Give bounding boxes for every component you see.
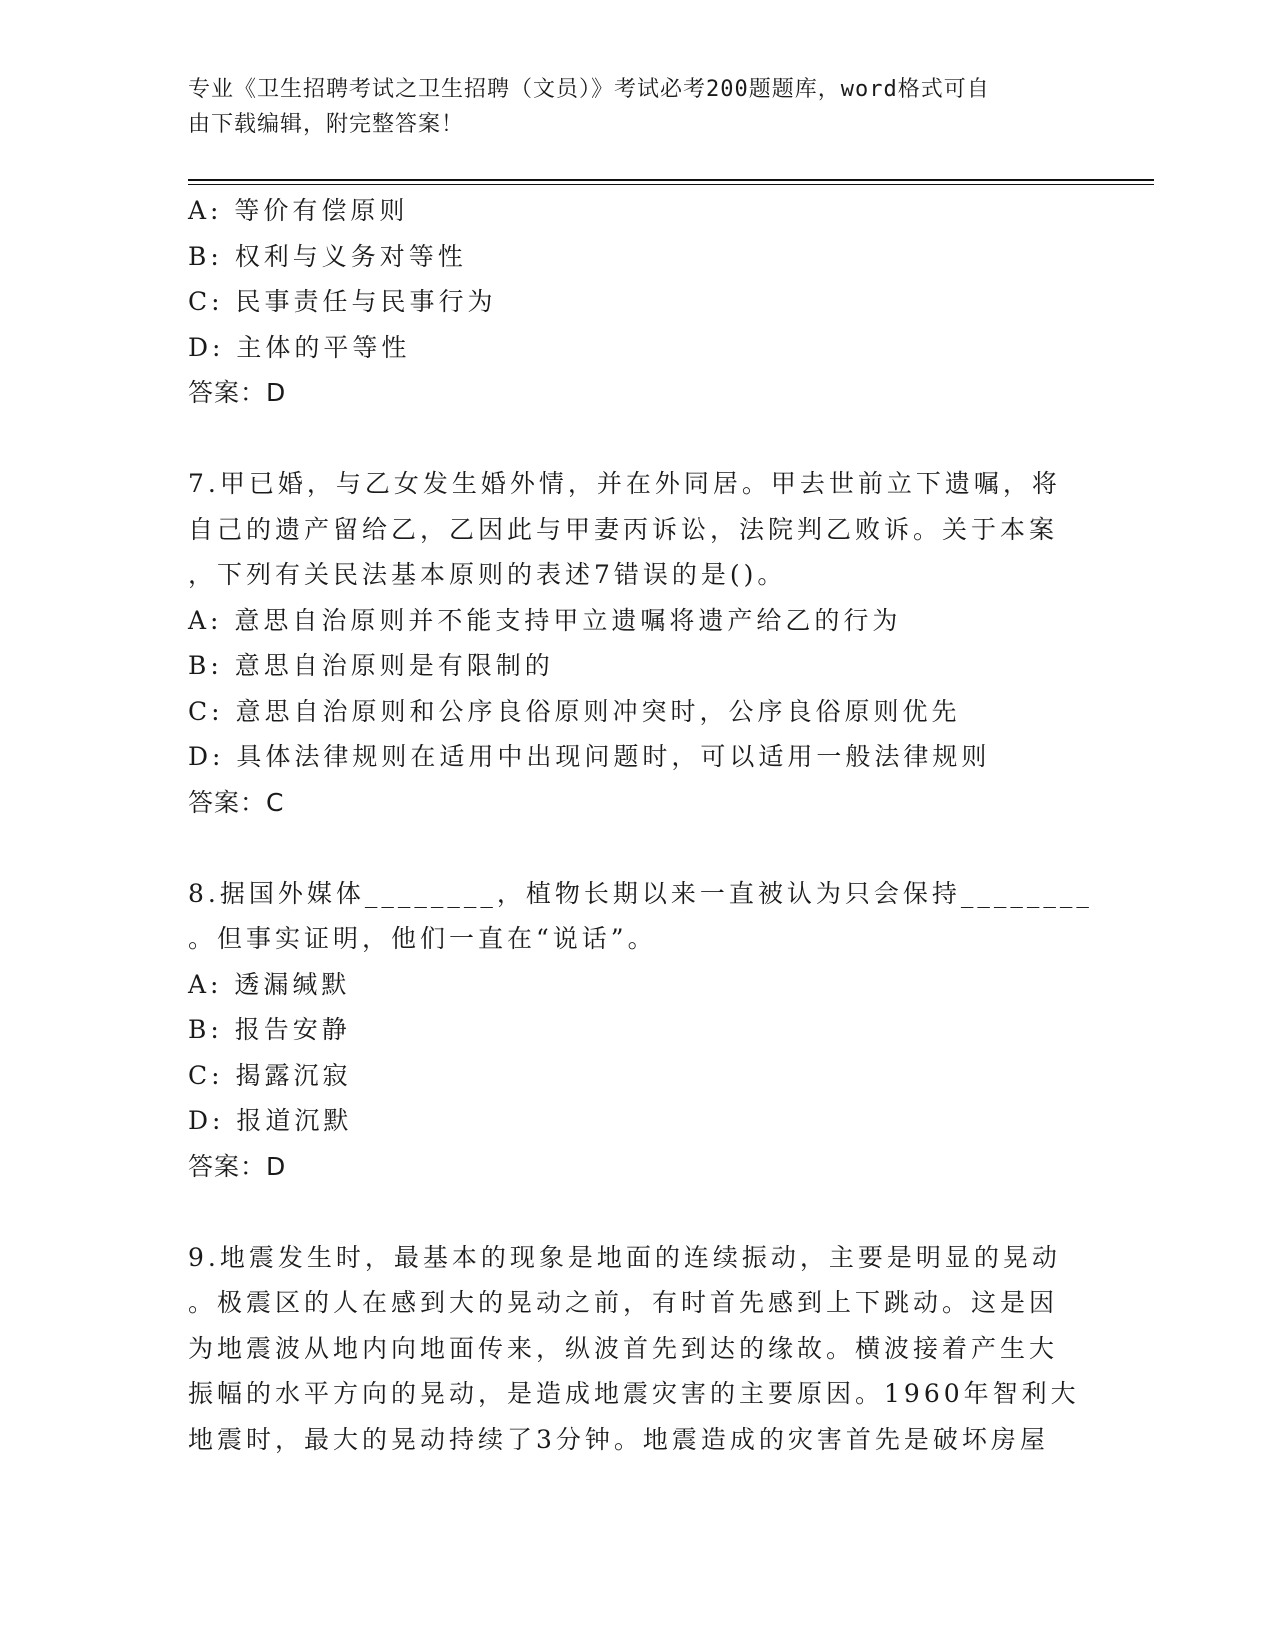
- question-text-line: 为地震波从地内向地面传来，纵波首先到达的缘故。横波接着产生大: [188, 1333, 1059, 1363]
- answer-line: 答案：C: [188, 787, 285, 817]
- option-a: A: 透漏缄默: [188, 969, 351, 999]
- option-c: C: 意思自治原则和公序良俗原则冲突时，公序良俗原则优先: [188, 696, 961, 726]
- option-d: D: 主体的平等性: [188, 332, 411, 362]
- question-text-line: 地震时，最大的晃动持续了3分钟。地震造成的灾害首先是破坏房屋: [188, 1424, 1049, 1454]
- question-text-line: 。极震区的人在感到大的晃动之前，有时首先感到上下跳动。这是因: [188, 1288, 1059, 1317]
- document-body: [188, 188, 1093, 1462]
- question-6-block: [188, 188, 1068, 416]
- question-text-line: 自己的遗产留给乙，乙因此与甲妻丙诉讼，法院判乙败诉。关于本案: [188, 514, 1059, 544]
- option-c: C: 揭露沉寂: [188, 1060, 352, 1090]
- document-header: [188, 72, 1068, 142]
- option-c: C: 民事责任与民事行为: [188, 287, 497, 316]
- answer-line: 答案：D: [188, 1151, 287, 1181]
- question-7-block: [188, 461, 1068, 825]
- option-b: B: 报告安静: [188, 1015, 351, 1044]
- header-line-1: 专业《卫生招聘考试之卫生招聘（文员）》考试必考200题题库，word格式可自: [188, 77, 990, 102]
- question-text-line: 。但事实证明，他们一直在“说话”。: [188, 924, 657, 953]
- option-d: D: 具体法律规则在适用中出现问题时，可以适用一般法律规则: [188, 742, 991, 771]
- question-text-line: 9.地震发生时，最基本的现象是地面的连续振动，主要是明显的晃动: [188, 1242, 1061, 1272]
- question-text-line: ，下列有关民法基本原则的表述7错误的是()。: [188, 560, 787, 589]
- question-text-line: 7.甲已婚，与乙女发生婚外情，并在外同居。甲去世前立下遗嘱，将: [188, 469, 1061, 498]
- header-line-2: 由下载编辑，附完整答案！: [188, 112, 465, 137]
- option-d: D: 报道沉默: [188, 1106, 353, 1135]
- question-text-line: 8.据国外媒体________，植物长期以来一直被认为只会保持________: [188, 878, 1093, 908]
- header-divider: [188, 179, 1154, 181]
- question-9-block: [188, 1235, 1080, 1463]
- option-a: A: 意思自治原则并不能支持甲立遗嘱将遗产给乙的行为: [188, 605, 902, 635]
- question-text-line: 振幅的水平方向的晃动，是造成地震灾害的主要原因。1960年智利大: [188, 1379, 1080, 1408]
- option-b: B: 意思自治原则是有限制的: [188, 651, 554, 680]
- answer-line: 答案：D: [188, 378, 287, 407]
- option-a: A: 等价有偿原则: [188, 196, 409, 225]
- question-8-block: [188, 871, 1093, 1190]
- header-divider-thin: [188, 184, 1154, 185]
- option-b: B: 权利与义务对等性: [188, 241, 467, 271]
